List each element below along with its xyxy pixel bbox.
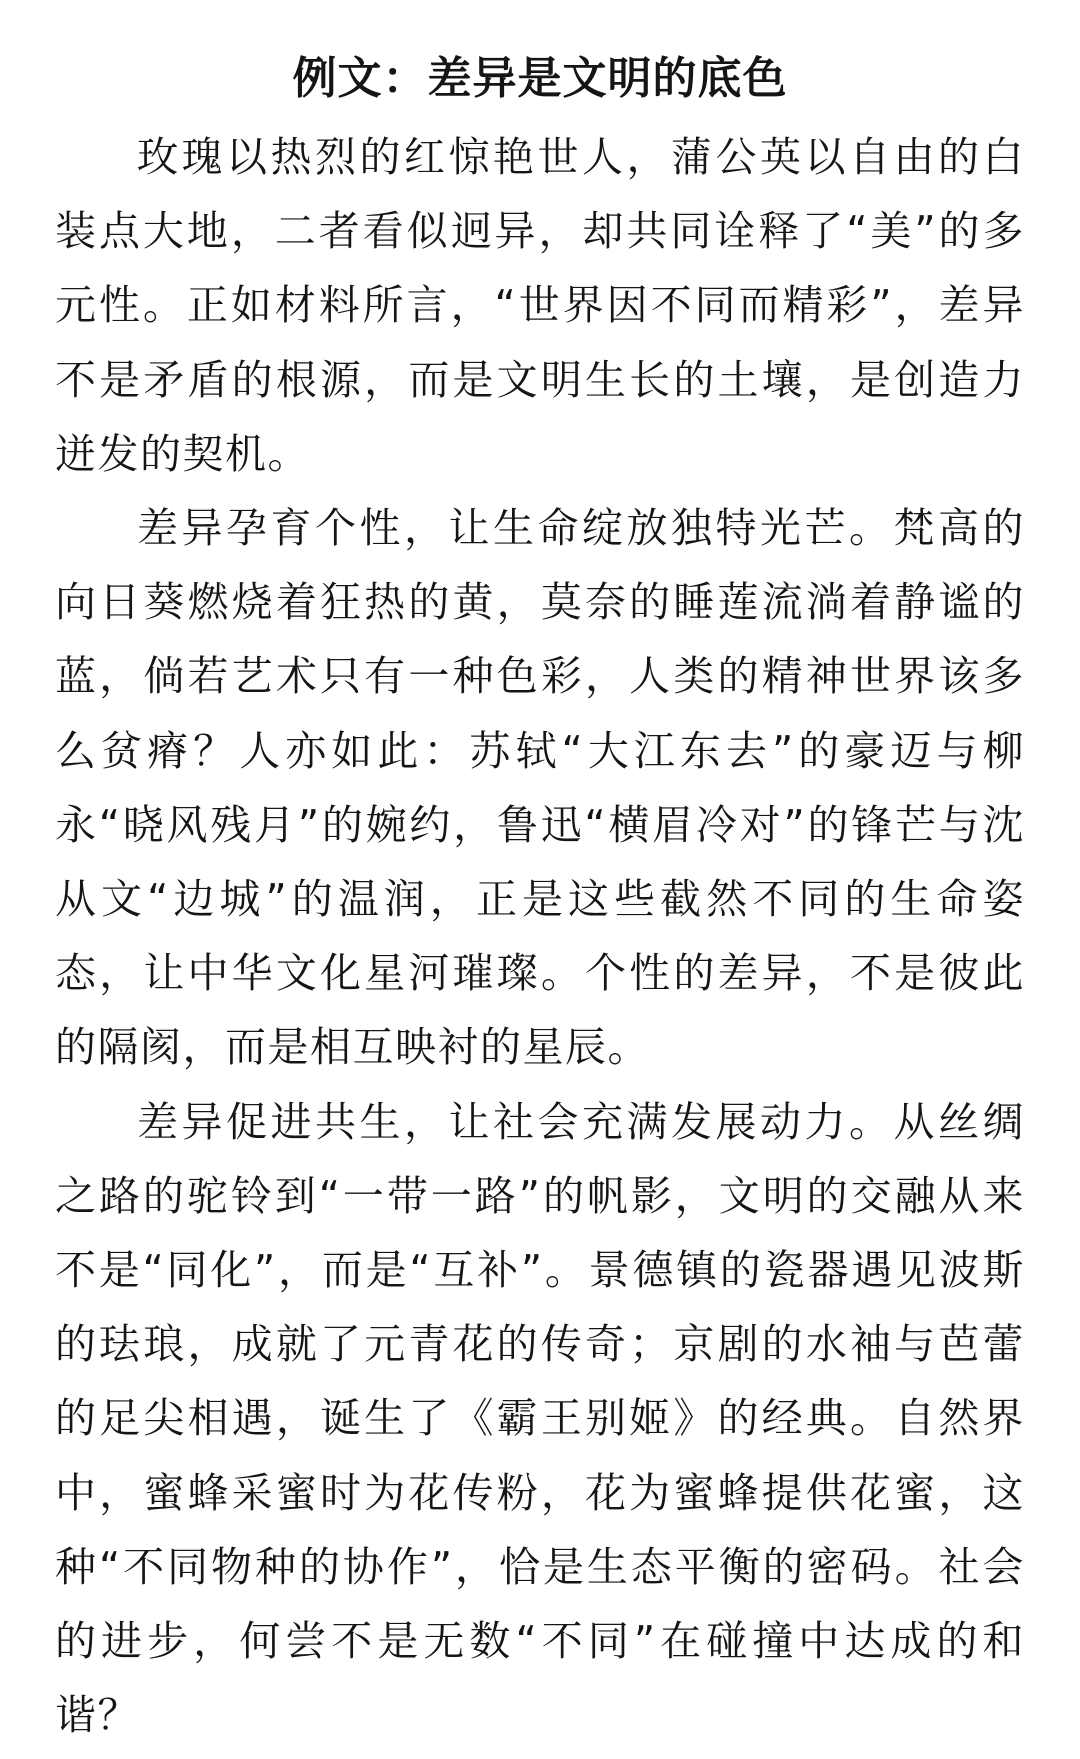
paragraph-1: 玫瑰以热烈的红惊艳世人，蒲公英以自由的白装点大地，二者看似迥异，却共同诠释了“美”的多元性。正如材料所言，“世界因不同而精彩”，差异不是矛盾的根源，而是文明生长的土壤，是创造力迸发的契机。	[55, 133, 1025, 478]
paragraph-2: 差异孕育个性，让生命绽放独特光芒。梵高的向日葵燃烧着狂热的黄，莫奈的睡莲流淌着静谧的蓝，倘若艺术只有一种色彩，人类的精神世界该多么贫瘠？人亦如此：苏轼“大江东去”的豪迈与柳永“晓风残月”的婉约，鲁迅“横眉冷对”的锋芒与沈从文“边城”的温润，正是这些截然不同的生命姿态，让中华文化星河璀璨。个性的差异，不是彼此的隔阂，而是相互映衬的星辰。	[55, 504, 1025, 1072]
paragraph-3: 差异促进共生，让社会充满发展动力。从丝绸之路的驼铃到“一带一路”的帆影，文明的交融从来不是“同化”，而是“互补”。景德镇的瓷器遇见波斯的珐琅，成就了元青花的传奇；京剧的水袖与芭蕾的足尖相遇，诞生了《霸王别姬》的经典。自然界中，蜜蜂采蜜时为花传粉，花为蜜蜂提供花蜜，这种“不同物种的协作”，恰是生态平衡的密码。社会的进步，何尝不是无数“不同”在碰撞中达成的和谐？	[55, 1097, 1025, 1740]
essay-title: 例文：差异是文明的底色	[292, 53, 788, 104]
